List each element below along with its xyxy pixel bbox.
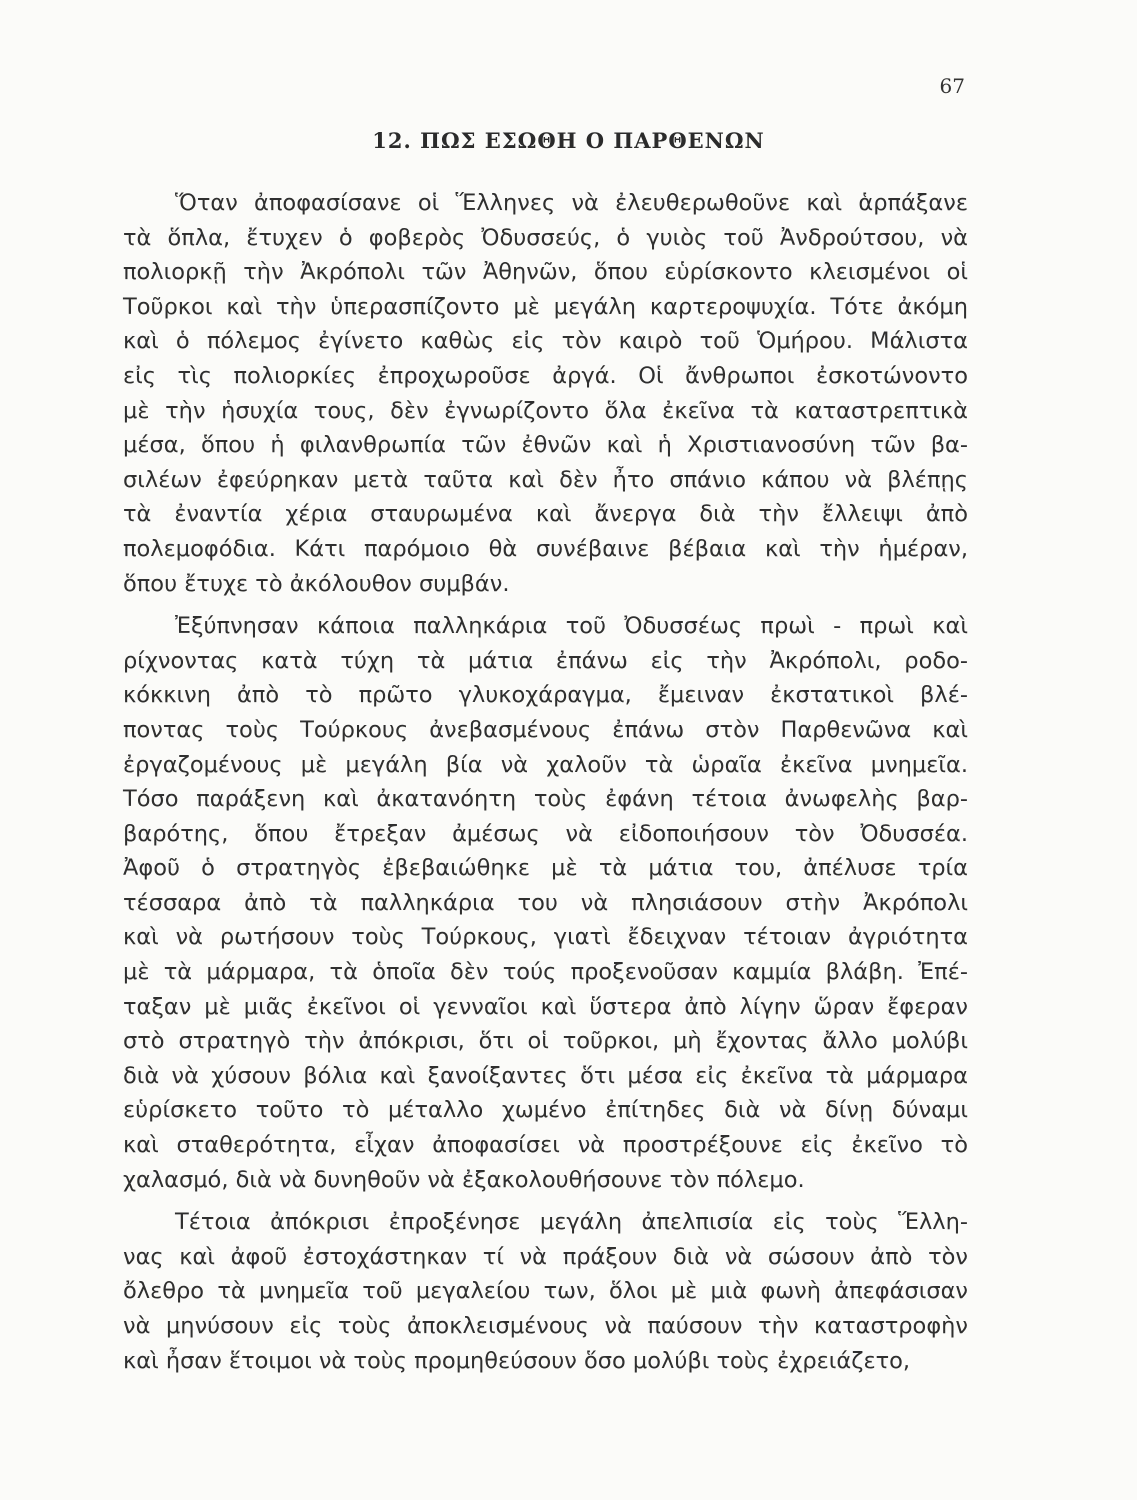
- text-line: διὰ νὰ χύσουν βόλια καὶ ξανοίξαντες ὅτι μέσα εἰς ἐκεῖνα τὰ μάρμαρα: [123, 1062, 968, 1089]
- text-line: ὅπου ἔτυχε τὸ ἀκόλουθον συμβάν.: [123, 570, 510, 597]
- body-text: [123, 186, 968, 1378]
- text-line: πολιορκῇ τὴν Ἀκρόπολι τῶν Ἀθηνῶν, ὅπου εὑρίσκοντο κλεισμένοι οἱ: [123, 259, 968, 286]
- text-line: νας καὶ ἀφοῦ ἐστοχάστηκαν τί νὰ πράξουν διὰ νὰ σώσουν ἀπὸ τὸν: [123, 1243, 968, 1270]
- text-line: καὶ ὁ πόλεμος ἐγίνετο καθὼς εἰς τὸν καιρὸ τοῦ Ὁμήρου. Μάλιστα: [123, 328, 968, 355]
- paragraph-gap: [123, 601, 968, 609]
- text-line: τὰ ἐναντία χέρια σταυρωμένα καὶ ἄνεργα διὰ τὴν ἔλλειψι ἀπὸ: [123, 501, 968, 528]
- chapter-title: 12. ΠΩΣ ΕΣΩΘΗ Ο ΠΑΡΘΕΝΩΝ: [372, 128, 765, 153]
- text-line: ποντας τοὺς Τούρκους ἀνεβασμένους ἐπάνω στὸν Παρθενῶνα καὶ: [123, 716, 968, 743]
- paragraph-gap: [123, 1197, 968, 1205]
- text-line: Τέτοια ἀπόκρισι ἐπροξένησε μεγάλη ἀπελπισία εἰς τοὺς Ἕλλη-: [175, 1209, 968, 1236]
- text-line: μὲ τὰ μάρμαρα, τὰ ὁποῖα δὲν τούς προξενοῦσαν καμμία βλάβη. Ἐπέ-: [123, 959, 968, 986]
- text-line: ταξαν μὲ μιᾶς ἐκεῖνοι οἱ γενναῖοι καὶ ὕστερα ἀπὸ λίγην ὥραν ἔφεραν: [123, 993, 968, 1020]
- text-line: τὰ ὅπλα, ἔτυχεν ὁ φοβερὸς Ὀδυσσεύς, ὁ γυιὸς τοῦ Ἀνδρούτσου, νὰ: [123, 224, 968, 251]
- text-line: καὶ σταθερότητα, εἶχαν ἀποφασίσει νὰ προστρέξουνε εἰς ἐκεῖνο τὸ: [123, 1132, 968, 1159]
- text-line: Ὅταν ἀποφασίσανε οἱ Ἕλληνες νὰ ἐλευθερωθοῦνε καὶ ἁρπάξανε: [175, 190, 968, 216]
- text-line: εὑρίσκετο τοῦτο τὸ μέταλλο χωμένο ἐπίτηδες διὰ νὰ δίνῃ δύναμι: [123, 1097, 968, 1124]
- text-line: ρίχνοντας κατὰ τύχη τὰ μάτια ἐπάνω εἰς τὴν Ἀκρόπολι, ροδο-: [123, 647, 968, 674]
- paragraph: [123, 186, 968, 601]
- text-line: εἰς τὶς πολιορκίες ἐπροχωροῦσε ἀργά. Οἱ ἄνθρωποι ἐσκοτώνοντο: [123, 362, 968, 389]
- text-line: νὰ μηνύσουν εἰς τοὺς ἀποκλεισμένους νὰ παύσουν τὴν καταστροφὴν: [123, 1313, 968, 1339]
- text-line: βαρότης, ὅπου ἔτρεξαν ἀμέσως νὰ εἰδοποιήσουν τὸν Ὀδυσσέα.: [123, 820, 968, 847]
- text-line: πολεμοφόδια. Κάτι παρόμοιο θὰ συνέβαινε βέβαια καὶ τὴν ἡμέραν,: [123, 535, 968, 562]
- text-line: τέσσαρα ἀπὸ τὰ παλληκάρια του νὰ πλησιάσουν στὴν Ἀκρόπολι: [123, 889, 968, 916]
- text-line: Τόσο παράξενη καὶ ἀκατανόητη τοὺς ἐφάνη τέτοια ἀνωφελὴς βαρ-: [123, 786, 968, 813]
- paragraph: [123, 609, 968, 1197]
- text-line: καὶ νὰ ρωτήσουν τοὺς Τούρκους, γιατὶ ἔδειχναν τέτοιαν ἀγριότητα: [123, 924, 968, 951]
- text-line: Τοῦρκοι καὶ τὴν ὑπερασπίζοντο μὲ μεγάλη καρτεροψυχία. Τότε ἀκόμη: [123, 293, 968, 320]
- text-line: σιλέων ἐφεύρηκαν μετὰ ταῦτα καὶ δὲν ἦτο σπάνιο κάπου νὰ βλέπῃς: [123, 466, 968, 493]
- text-line: χαλασμό, διὰ νὰ δυνηθοῦν νὰ ἐξακολουθήσουνε τὸν πόλεμο.: [123, 1166, 805, 1193]
- text-line: κόκκινη ἀπὸ τὸ πρῶτο γλυκοχάραγμα, ἔμειναν ἐκστατικοὶ βλέ-: [123, 682, 968, 709]
- page-number: 67: [939, 74, 965, 98]
- text-line: μέσα, ὅπου ἡ φιλανθρωπία τῶν ἐθνῶν καὶ ἡ Χριστιανοσύνη τῶν βα-: [123, 432, 968, 459]
- text-line: Ἐξύπνησαν κάποια παλληκάρια τοῦ Ὀδυσσέως πρωὶ - πρωὶ καὶ: [175, 613, 968, 640]
- text-line: καὶ ἦσαν ἕτοιμοι νὰ τοὺς προμηθεύσουν ὅσο μολύβι τοὺς ἐχρειάζετο,: [123, 1347, 911, 1374]
- text-line: μὲ τὴν ἡσυχία τους, δὲν ἐγνωρίζοντο ὅλα ἐκεῖνα τὰ καταστρεπτικὰ: [123, 397, 968, 424]
- text-line: ὄλεθρο τὰ μνημεῖα τοῦ μεγαλείου των, ὅλοι μὲ μιὰ φωνὴ ἀπεφάσισαν: [123, 1278, 968, 1305]
- text-line: ἐργαζομένους μὲ μεγάλη βία νὰ χαλοῦν τὰ ὡραῖα ἐκεῖνα μνημεῖα.: [123, 751, 968, 778]
- text-line: στὸ στρατηγὸ τὴν ἀπόκρισι, ὅτι οἱ τοῦρκοι, μὴ ἔχοντας ἄλλο μολύβι: [123, 1028, 968, 1055]
- text-line: Ἀφοῦ ὁ στρατηγὸς ἐβεβαιώθηκε μὲ τὰ μάτια του, ἀπέλυσε τρία: [123, 855, 968, 882]
- paragraph: [123, 1205, 968, 1378]
